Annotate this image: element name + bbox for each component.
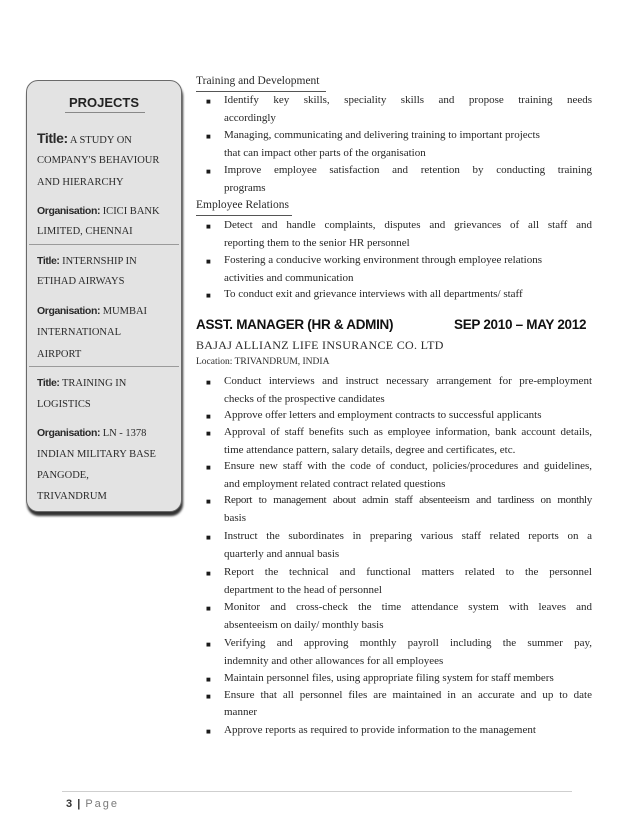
project-value: PANGODE,: [37, 470, 89, 481]
project-value: ICICI BANK: [102, 206, 160, 217]
project-value: INTERNATIONAL: [37, 327, 121, 338]
bullet-icon: ■: [206, 497, 211, 506]
duty-line: Ensure that all personnel files are maintained in an accurate and up to date: [224, 689, 592, 701]
employee-relations-underline: [196, 215, 292, 216]
project-value: TRIVANDRUM: [37, 491, 107, 502]
project-label: Title:: [37, 130, 68, 146]
duty-line: Monitor and cross-check the time attendance system with leaves and: [224, 601, 592, 613]
bullet-icon: ■: [206, 222, 211, 231]
bullet-icon: ■: [206, 569, 211, 578]
project-2-org-line: [37, 327, 177, 338]
project-value: AIRPORT: [37, 349, 82, 360]
training-line: accordingly: [224, 112, 276, 124]
project-1-org-line: [37, 205, 177, 217]
project-value: A STUDY ON: [69, 135, 132, 146]
bullet-icon: ■: [206, 167, 211, 176]
project-value: AND HIERARCHY: [37, 177, 124, 188]
duty-line: checks of the prospective candidates: [224, 393, 385, 405]
project-value: LN - 1378: [102, 428, 147, 439]
bullet-icon: ■: [206, 257, 211, 266]
page-label: Page: [85, 798, 120, 810]
job-dates: SEP 2010 – MAY 2012: [454, 317, 587, 332]
employee-relations-heading: Employee Relations: [196, 199, 289, 211]
projects-heading: PROJECTS: [68, 95, 140, 110]
bullet-icon: ■: [206, 463, 211, 472]
duty-line: Verifying and approving monthly payroll including the summer pay,: [224, 637, 592, 649]
bullet-icon: ■: [206, 675, 211, 684]
training-heading: Training and Development: [196, 75, 320, 87]
duty-line: and employment related contract related questions: [224, 478, 446, 490]
project-divider: [29, 244, 179, 245]
duty-line: manner: [224, 706, 257, 718]
training-line: programs: [224, 182, 266, 194]
project-3-title-line: [37, 377, 177, 389]
bullet-icon: ■: [206, 378, 211, 387]
bullet-icon: ■: [206, 640, 211, 649]
duty-line: Conduct interviews and instruct necessary arrangement for pre-employment: [224, 375, 592, 387]
footer-separator: |: [77, 798, 81, 810]
project-1-title-line: [37, 155, 177, 166]
bullet-icon: ■: [206, 727, 211, 736]
project-value: INDIAN MILITARY BASE: [37, 449, 156, 460]
project-2-org-line: [37, 349, 177, 360]
duty-line: Approval of staff benefits such as employee information, bank account details,: [224, 426, 592, 438]
projects-heading-underline: [65, 112, 145, 113]
duty-line: absenteeism on daily/ monthly basis: [224, 619, 384, 631]
bullet-icon: ■: [206, 429, 211, 438]
duty-line: Report to management about admin staff absenteeism and tardiness on monthly: [224, 494, 592, 506]
duty-line: Approve reports as required to provide information to the management: [224, 724, 536, 736]
relations-line: activities and communication: [224, 272, 354, 284]
project-label: Organisation:: [37, 205, 101, 217]
training-heading-underline: [196, 91, 326, 92]
duty-line: Instruct the subordinates in preparing various staff related reports on a: [224, 530, 592, 542]
project-value: ETIHAD AIRWAYS: [37, 276, 125, 287]
project-3-org-line: [37, 470, 177, 481]
project-1-org-line: [37, 226, 177, 237]
project-2-title-line: [37, 255, 177, 267]
project-label: Title:: [37, 377, 60, 389]
project-3-title-line: [37, 399, 177, 410]
duty-line: Ensure new staff with the code of conduct, policies/procedures and guidelines,: [224, 460, 592, 472]
project-3-org-line: [37, 449, 177, 460]
duty-line: department to the head of personnel: [224, 584, 382, 596]
project-divider: [29, 366, 179, 367]
project-value: INTERNSHIP IN: [62, 256, 137, 267]
duty-line: indemnity and other allowances for all employees: [224, 655, 444, 667]
company-name: BAJAJ ALLIANZ LIFE INSURANCE CO. LTD: [196, 338, 444, 352]
project-1-title-line: [37, 130, 177, 146]
duty-line: Maintain personnel files, using appropriate filing system for staff members: [224, 672, 554, 684]
project-value: LOGISTICS: [37, 399, 91, 410]
bullet-icon: ■: [206, 291, 211, 300]
project-value: TRAINING IN: [61, 378, 127, 389]
duty-line: Report the technical and functional matters related to the personnel: [224, 566, 592, 578]
project-1-title-line: [37, 177, 177, 188]
relations-line: To conduct exit and grievance interviews with all departments/ staff: [224, 288, 523, 300]
duty-line: quarterly and annual basis: [224, 548, 340, 560]
relations-line: reporting them to the senior HR personnel: [224, 237, 410, 249]
relations-line: Fostering a conducive working environment through employee relations: [224, 254, 543, 266]
projects-panel: [26, 80, 182, 512]
bullet-icon: ■: [206, 97, 211, 106]
duty-line: basis: [224, 512, 246, 524]
training-line: that can impact other parts of the organisation: [224, 147, 426, 159]
project-label: Organisation:: [37, 305, 101, 317]
project-label: Title:: [37, 255, 60, 267]
bullet-icon: ■: [206, 604, 211, 613]
duty-line: Approve offer letters and employment contracts to successful applicants: [224, 409, 542, 421]
page-number: 3: [66, 798, 73, 810]
training-line: Managing, communicating and delivering training to important projects: [224, 129, 540, 141]
project-2-org-line: [37, 305, 177, 317]
project-2-title-line: [37, 276, 177, 287]
project-label: Organisation:: [37, 427, 101, 439]
project-3-org-line: [37, 427, 177, 439]
project-value: LIMITED, CHENNAI: [37, 226, 133, 237]
bullet-icon: ■: [206, 692, 211, 701]
bullet-icon: ■: [206, 412, 211, 421]
bullet-icon: ■: [206, 533, 211, 542]
project-value: MUMBAI: [102, 306, 148, 317]
job-title: ASST. MANAGER (HR & ADMIN): [196, 317, 394, 332]
page-footer: [66, 798, 119, 810]
project-3-org-line: [37, 491, 177, 502]
training-line: Identify key skills, speciality skills and propose training needs: [224, 94, 592, 106]
footer-divider: [62, 791, 572, 792]
duty-line: time attendance pattern, salary details, degree and certificates, etc.: [224, 444, 516, 456]
training-line: Improve employee satisfaction and retention by conducting training: [224, 164, 592, 176]
bullet-icon: ■: [206, 132, 211, 141]
job-location: Location: TRIVANDRUM, INDIA: [196, 357, 330, 367]
relations-line: Detect and handle complaints, disputes and grievances of all staff and: [224, 219, 592, 231]
project-value: COMPANY'S BEHAVIOUR: [37, 155, 160, 166]
